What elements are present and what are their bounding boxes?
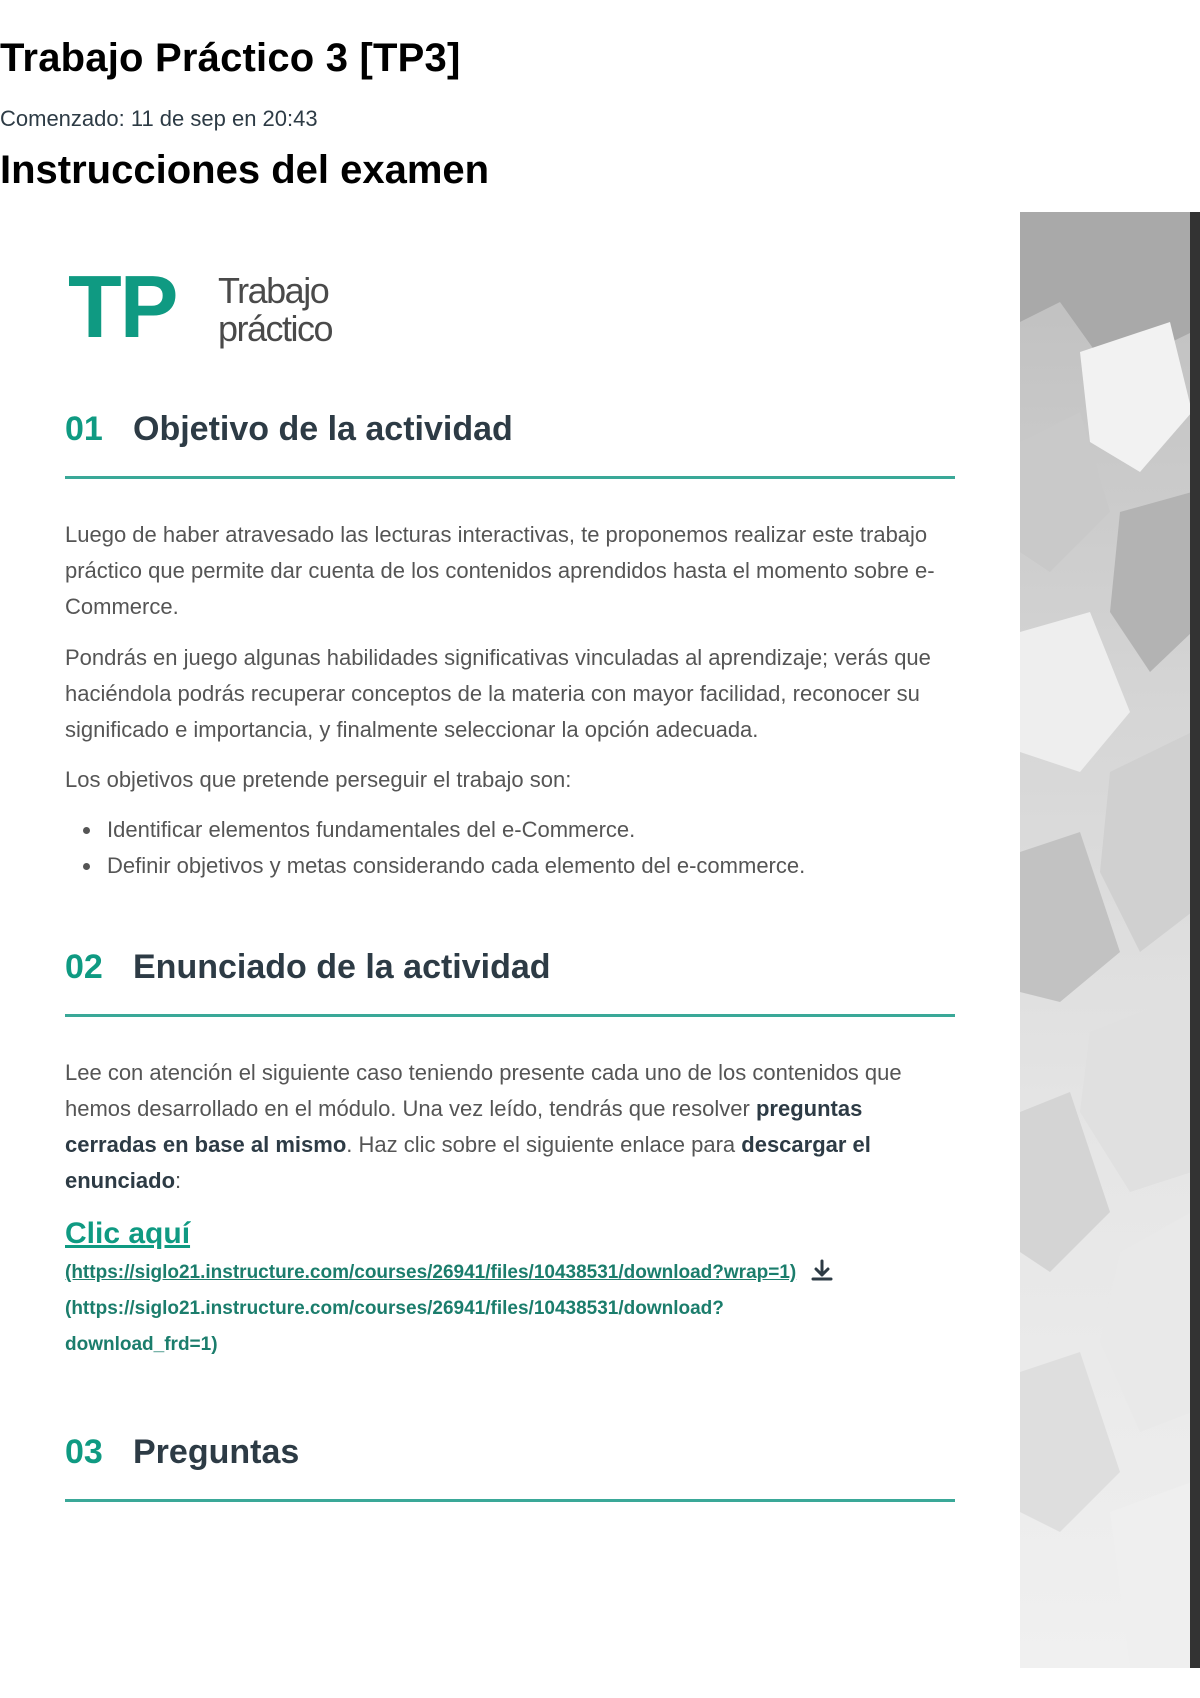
section-number: 01 <box>65 410 103 448</box>
section-number: 03 <box>65 1433 103 1471</box>
bold-text: preguntas cerradas en base al mismo <box>65 1096 863 1157</box>
logo-line-1: Trabajo <box>218 270 329 311</box>
list-item: • Definir objetivos y metas considerando cada elemento del e-commerce. <box>103 848 955 884</box>
page-title: Trabajo Práctico 3 [TP3] <box>0 36 461 80</box>
section-header <box>65 410 955 454</box>
logo-line-2: práctico <box>218 308 333 349</box>
section-preguntas <box>65 1433 955 1502</box>
section-title: Enunciado de la actividad <box>133 948 551 986</box>
decorative-side-image <box>1020 212 1192 1668</box>
scrollbar[interactable] <box>1190 212 1200 1668</box>
paragraph: Los objetivos que pretende perseguir el trabajo son: <box>65 767 572 792</box>
tp-logo <box>68 257 388 356</box>
started-timestamp: Comenzado: 11 de sep en 20:43 <box>0 106 318 131</box>
download-url-frd-cont[interactable]: download_frd=1) <box>65 1334 218 1355</box>
logo-mark: TP <box>68 257 177 356</box>
list-item: • Identificar elementos fundamentales del e-Commerce. <box>103 812 955 848</box>
section-objetivo <box>65 410 955 884</box>
bold-text: descargar el enunciado <box>65 1132 871 1193</box>
download-url-wrap[interactable]: (https://siglo21.instructure.com/courses/26941/files/10438531/download?wrap=1) <box>65 1262 797 1283</box>
logo-text <box>218 272 332 348</box>
paragraph: Luego de haber atravesado las lecturas interactivas, te proponemos realizar este trabajo práctico que permite dar cuenta de los contenidos aprendidos hasta el momento sobre e-Commerce. <box>65 522 935 619</box>
download-icon[interactable] <box>809 1258 835 1289</box>
section-header <box>65 1433 955 1477</box>
section-header <box>65 948 955 992</box>
text: : <box>175 1168 182 1193</box>
download-link[interactable]: Clic aquí <box>65 1217 191 1250</box>
section-enunciado <box>65 948 955 1363</box>
instructions-title: Instrucciones del examen <box>0 148 490 192</box>
objectives-list <box>65 812 955 884</box>
instructions-content <box>65 410 955 1502</box>
paragraph: Pondrás en juego algunas habilidades significativas vinculadas al aprendizaje; verás que haciéndola podrás recuperar conceptos de la materia con mayor facilidad, reconocer su significado e importancia, y finalmente seleccionar la opción adecuada. <box>65 645 931 742</box>
section-title: Objetivo de la actividad <box>133 410 513 448</box>
paragraph <box>65 1055 955 1199</box>
section-title: Preguntas <box>133 1433 300 1471</box>
download-url-frd[interactable]: (https://siglo21.instructure.com/courses/26941/files/10438531/download? <box>65 1298 724 1319</box>
text: . Haz clic sobre el siguiente enlace para <box>346 1132 742 1157</box>
text: Lee con atención el siguiente caso teniendo presente cada uno de los contenidos que hemos desarrollado en el módulo. Una vez leído, tendrás que resolver <box>65 1060 902 1121</box>
section-number: 02 <box>65 948 103 986</box>
section-divider <box>65 1499 955 1502</box>
